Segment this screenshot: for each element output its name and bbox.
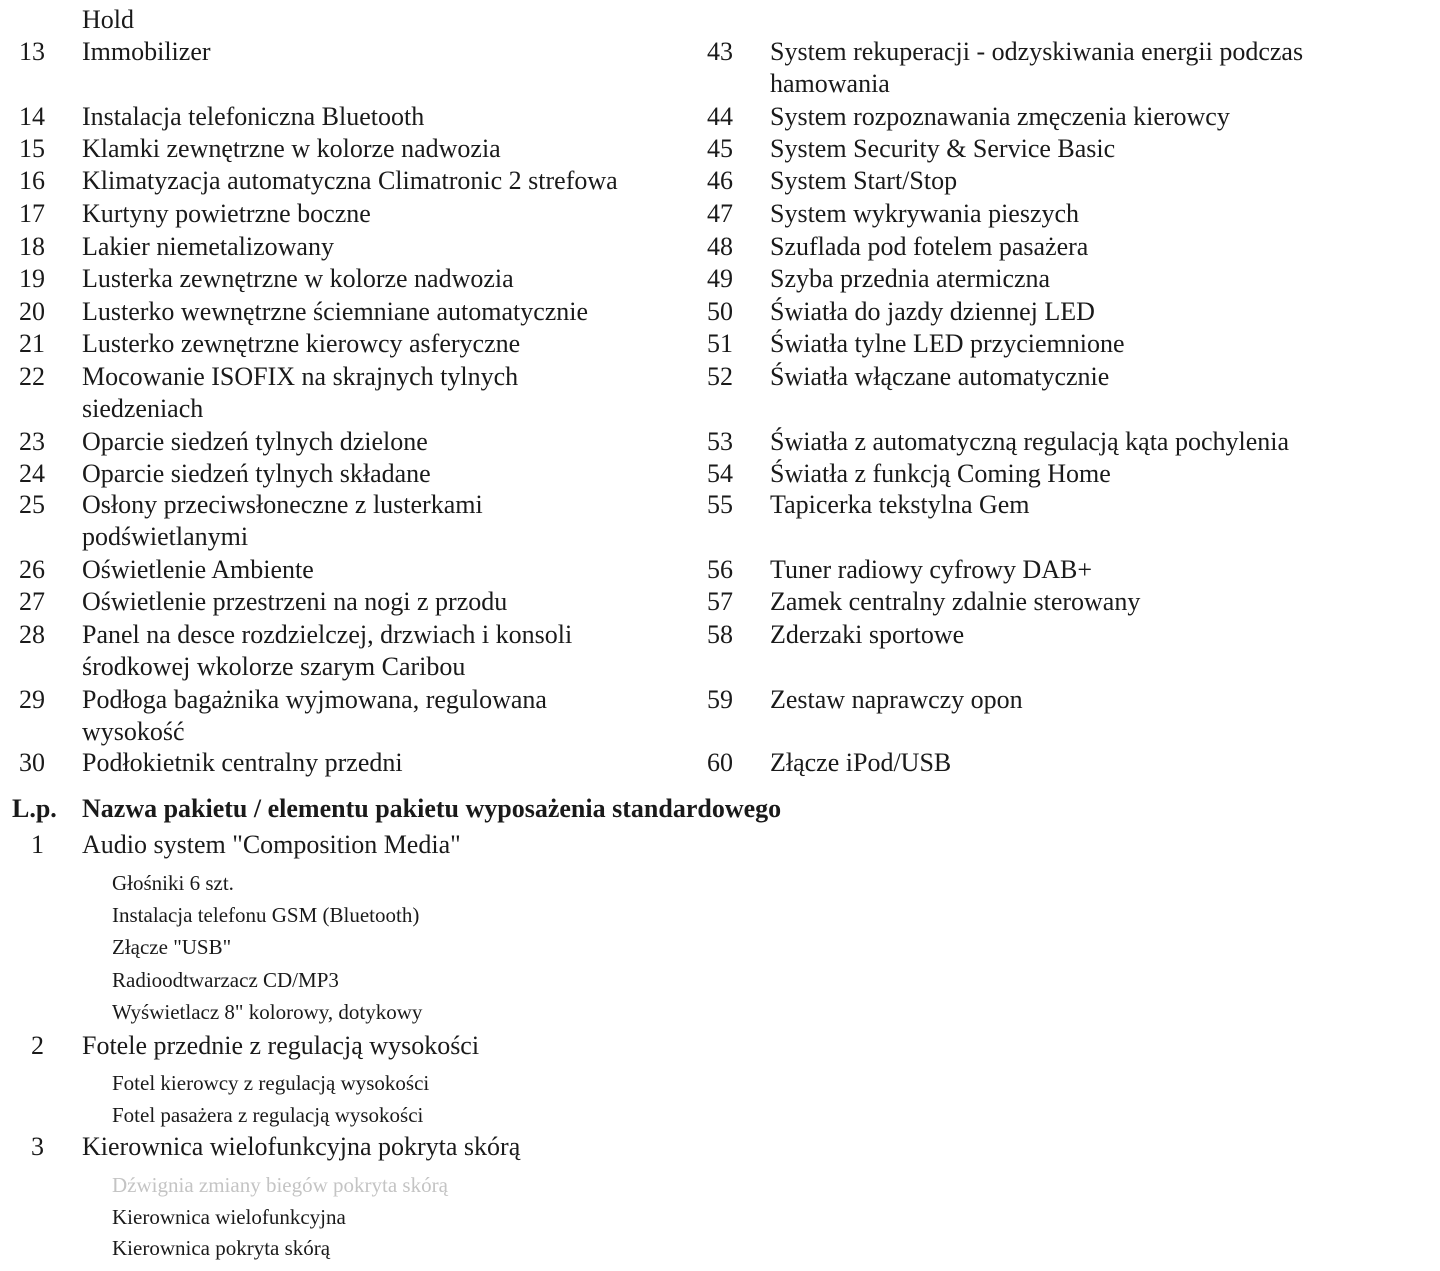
item-number: 28 — [19, 620, 45, 649]
package-subitem: Kierownica pokryta skórą — [112, 1236, 331, 1260]
item-text: System Security & Service Basic — [770, 134, 1116, 163]
item-text: Podłokietnik centralny przedni — [82, 748, 403, 777]
package-number: 2 — [31, 1031, 44, 1060]
package-name: Audio system "Composition Media" — [82, 830, 461, 859]
item-number: 21 — [19, 329, 45, 358]
item-number: 43 — [707, 37, 733, 66]
item-number: 26 — [19, 555, 45, 584]
package-subitem: Radioodtwarzacz CD/MP3 — [112, 968, 339, 992]
package-subitem: Dźwignia zmiany biegów pokryta skórą — [112, 1173, 448, 1197]
item-text: hamowania — [770, 69, 890, 98]
item-number: 44 — [707, 102, 733, 131]
item-text: Światła z automatyczną regulacją kąta pochylenia — [770, 427, 1290, 456]
item-text: Zderzaki sportowe — [770, 620, 965, 649]
item-number: 20 — [19, 297, 45, 326]
item-number: 15 — [19, 134, 45, 163]
item-text: Zamek centralny zdalnie sterowany — [770, 587, 1141, 616]
item-number: 46 — [707, 166, 733, 195]
item-text: Światła tylne LED przyciemnione — [770, 329, 1125, 358]
item-number: 13 — [19, 37, 45, 66]
item-text: środkowej wkolorze szarym Caribou — [82, 652, 466, 681]
item-number: 18 — [19, 232, 45, 261]
top-fragment: Hold — [82, 5, 134, 34]
package-name: Kierownica wielofunkcyjna pokryta skórą — [82, 1132, 521, 1161]
item-text: Immobilizer — [82, 37, 211, 66]
item-number: 58 — [707, 620, 733, 649]
item-text: Lusterko wewnętrzne ściemniane automatycznie — [82, 297, 589, 326]
item-number: 47 — [707, 199, 733, 228]
item-number: 59 — [707, 685, 733, 714]
item-number: 27 — [19, 587, 45, 616]
item-text: wysokość — [82, 717, 185, 746]
item-text: Tuner radiowy cyfrowy DAB+ — [770, 555, 1093, 584]
package-subitem: Fotel pasażera z regulacją wysokości — [112, 1103, 424, 1127]
package-subitem: Głośniki 6 szt. — [112, 871, 234, 895]
package-name: Fotele przednie z regulacją wysokości — [82, 1031, 480, 1060]
item-text: Osłony przeciwsłoneczne z lusterkami — [82, 490, 483, 519]
item-text: Szuflada pod fotelem pasażera — [770, 232, 1089, 261]
item-text: System rozpoznawania zmęczenia kierowcy — [770, 102, 1230, 131]
item-text: Oświetlenie przestrzeni na nogi z przodu — [82, 587, 508, 616]
item-number: 23 — [19, 427, 45, 456]
item-text: Tapicerka tekstylna Gem — [770, 490, 1030, 519]
item-number: 49 — [707, 264, 733, 293]
item-number: 14 — [19, 102, 45, 131]
item-text: Oparcie siedzeń tylnych dzielone — [82, 427, 428, 456]
package-subitem: Fotel kierowcy z regulacją wysokości — [112, 1071, 430, 1095]
package-number: 1 — [31, 830, 44, 859]
item-text: Podłoga bagażnika wyjmowana, regulowana — [82, 685, 547, 714]
item-number: 57 — [707, 587, 733, 616]
item-number: 48 — [707, 232, 733, 261]
item-text: Oświetlenie Ambiente — [82, 555, 314, 584]
item-number: 19 — [19, 264, 45, 293]
item-text: Światła włączane automatycznie — [770, 362, 1110, 391]
item-text: Lusterka zewnętrzne w kolorze nadwozia — [82, 264, 514, 293]
item-text: Panel na desce rozdzielczej, drzwiach i konsoli — [82, 620, 573, 649]
item-number: 24 — [19, 459, 45, 488]
item-number: 16 — [19, 166, 45, 195]
item-text: Oparcie siedzeń tylnych składane — [82, 459, 431, 488]
item-number: 45 — [707, 134, 733, 163]
item-number: 51 — [707, 329, 733, 358]
package-subitem: Wyświetlacz 8" kolorowy, dotykowy — [112, 1000, 423, 1024]
packages-header-lp: L.p. — [12, 794, 57, 823]
package-subitem: Złącze "USB" — [112, 935, 232, 959]
item-number: 25 — [19, 490, 45, 519]
item-text: Instalacja telefoniczna Bluetooth — [82, 102, 425, 131]
item-text: System Start/Stop — [770, 166, 958, 195]
item-text: System wykrywania pieszych — [770, 199, 1080, 228]
item-number: 29 — [19, 685, 45, 714]
item-number: 30 — [19, 748, 45, 777]
package-number: 3 — [31, 1132, 44, 1161]
item-text: Klimatyzacja automatyczna Climatronic 2 strefowa — [82, 166, 618, 195]
item-number: 50 — [707, 297, 733, 326]
item-text: Klamki zewnętrzne w kolorze nadwozia — [82, 134, 501, 163]
item-text: podświetlanymi — [82, 522, 249, 551]
item-number: 52 — [707, 362, 733, 391]
item-number: 53 — [707, 427, 733, 456]
item-number: 22 — [19, 362, 45, 391]
item-text: Zestaw naprawczy opon — [770, 685, 1023, 714]
item-number: 56 — [707, 555, 733, 584]
item-number: 17 — [19, 199, 45, 228]
package-subitem: Kierownica wielofunkcyjna — [112, 1205, 346, 1229]
item-text: Szyba przednia atermiczna — [770, 264, 1051, 293]
item-text: Lusterko zewnętrzne kierowcy asferyczne — [82, 329, 521, 358]
item-number: 54 — [707, 459, 733, 488]
item-text: Światła z funkcją Coming Home — [770, 459, 1111, 488]
package-subitem: Instalacja telefonu GSM (Bluetooth) — [112, 903, 420, 927]
item-text: siedzeniach — [82, 394, 204, 423]
item-text: Kurtyny powietrzne boczne — [82, 199, 371, 228]
item-text: Światła do jazdy dziennej LED — [770, 297, 1095, 326]
item-text: System rekuperacji - odzyskiwania energii podczas — [770, 37, 1304, 66]
packages-header-title: Nazwa pakietu / elementu pakietu wyposażenia standardowego — [82, 794, 782, 823]
item-number: 60 — [707, 748, 733, 777]
item-text: Złącze iPod/USB — [770, 748, 952, 777]
item-text: Mocowanie ISOFIX na skrajnych tylnych — [82, 362, 519, 391]
item-text: Lakier niemetalizowany — [82, 232, 334, 261]
item-number: 55 — [707, 490, 733, 519]
